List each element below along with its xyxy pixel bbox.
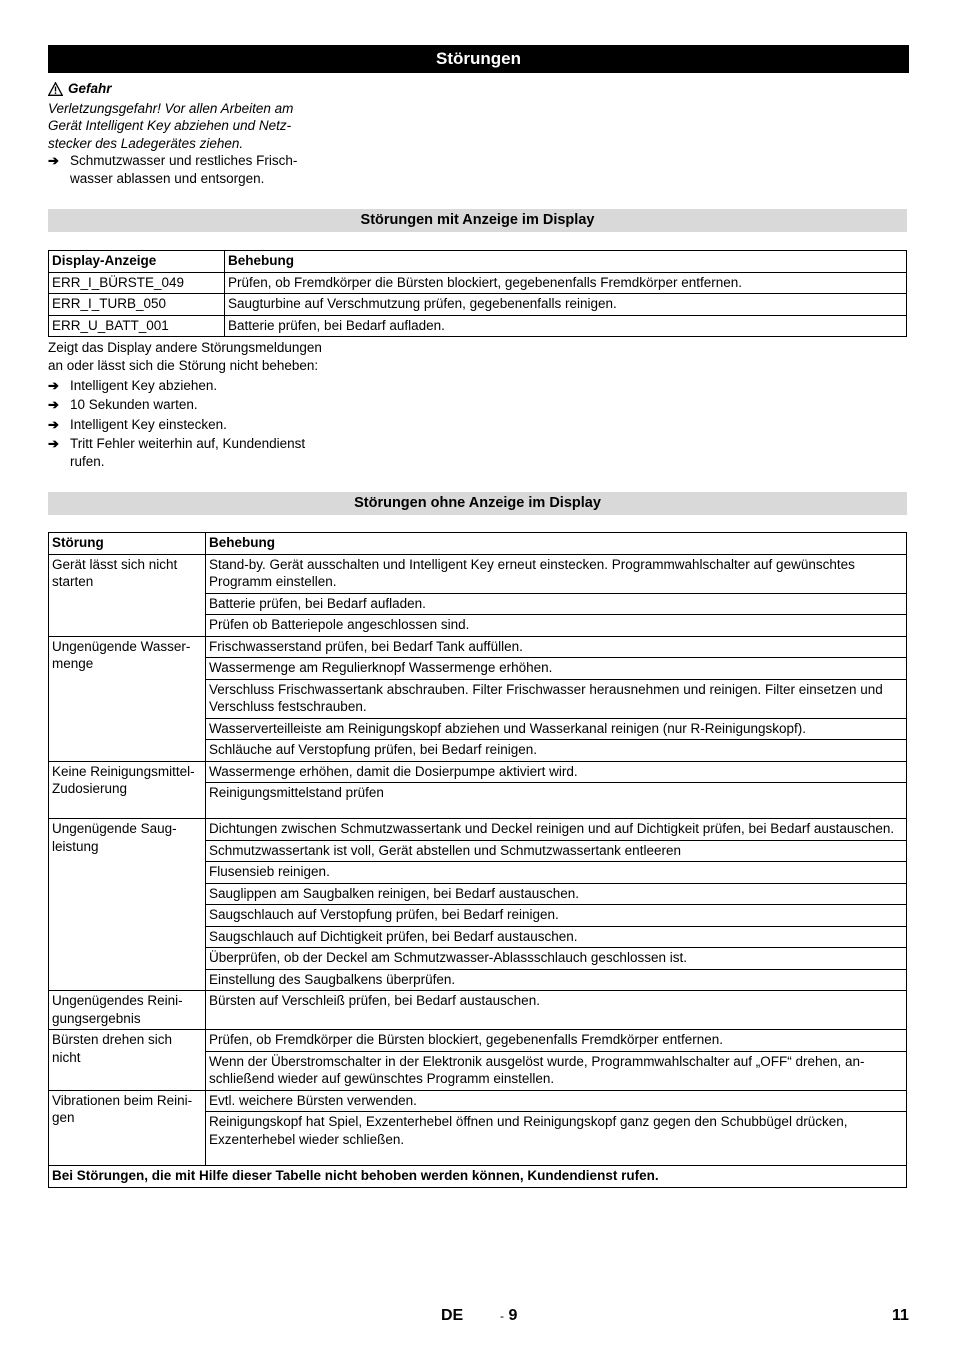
column-header: Störung <box>49 533 206 555</box>
remedy-cell: Frischwasserstand prüfen, bei Bedarf Tank auffüllen. <box>206 636 907 658</box>
remedy-cell: Prüfen, ob Fremdkörper die Bürsten blockiert, gegebenenfalls Fremdkörper entfernen. <box>225 272 907 294</box>
remedy-cell: Überprüfen, ob der Deckel am Schmutzwasser-Ablassschlauch geschlossen ist. <box>206 948 907 970</box>
arrow-right-icon: ➔ <box>48 377 59 393</box>
intro-text: Zeigt das Display andere Störungsmeldungen an oder lässt sich die Störung nicht beheben: <box>48 340 322 373</box>
fault-table <box>48 532 907 1188</box>
column-header: Behebung <box>206 533 907 555</box>
remedy-cell: Flusensieb reinigen. <box>206 862 907 884</box>
table-row <box>49 1030 907 1052</box>
table-row <box>49 991 907 1030</box>
remedy-cell: Reinigungskopf hat Spiel, Exzenterhebel öffnen und Reinigungskopf ganz gegen den Schubbügel drücken, Exzenterhebel wieder schließen. <box>206 1112 907 1166</box>
remedy-cell: Evtl. weichere Bürsten verwenden. <box>206 1090 907 1112</box>
arrow-right-icon: ➔ <box>48 397 59 412</box>
remedy-cell: Verschluss Frischwassertank abschrauben. Filter Frischwasser herausnehmen und reinigen. Filter einsetzen und Verschluss festschrauben. <box>206 679 907 718</box>
column-header: Behebung <box>225 251 907 273</box>
table-row <box>49 761 907 783</box>
other-errors-instructions <box>48 339 328 471</box>
section-heading-display: Störungen mit Anzeige im Display <box>48 209 907 232</box>
arrow-right-icon: ➔ <box>48 416 59 432</box>
instruction-step: ➔ 10 Sekunden warten. <box>48 397 198 412</box>
remedy-cell: Wassermenge am Regulierknopf Wassermenge erhöhen. <box>206 658 907 680</box>
warning-triangle-icon <box>48 82 63 96</box>
fault-cell: Bürsten drehen sich nicht <box>49 1030 206 1091</box>
remedy-cell: Prüfen ob Batteriepole angeschlossen sind. <box>206 615 907 637</box>
remedy-cell: Einstellung des Saugbalkens überprüfen. <box>206 969 907 991</box>
instruction-step: ➔ Intelligent Key abziehen. <box>48 377 218 393</box>
remedy-cell: Schläuche auf Verstopfung prüfen, bei Bedarf reinigen. <box>206 740 907 762</box>
instruction-step: ➔ Tritt Fehler weiterhin auf, Kundendienst rufen. <box>48 436 306 469</box>
danger-heading: Gefahr <box>68 81 112 96</box>
error-code: ERR_I_BÜRSTE_049 <box>49 272 225 294</box>
remedy-cell: Dichtungen zwischen Schmutzwassertank und Deckel reinigen und auf Dichtigkeit prüfen, bei Bedarf austauschen. <box>206 819 907 841</box>
fault-cell: Vibrationen beim Reinigen <box>49 1090 206 1166</box>
fault-cell: Keine Reinigungsmittel-Zudosierung <box>49 761 206 819</box>
table-header-row <box>49 533 907 555</box>
remedy-cell: Bürsten auf Verschleiß prüfen, bei Bedarf austauschen. <box>206 991 907 1030</box>
remedy-cell: Saugschlauch auf Verstopfung prüfen, bei Bedarf reinigen. <box>206 905 907 927</box>
page-number: 11 <box>892 1307 909 1324</box>
display-error-table <box>48 250 907 337</box>
remedy-cell: Wassermenge erhöhen, damit die Dosierpumpe aktiviert wird. <box>206 761 907 783</box>
danger-step: ➔ Schmutzwasser und restliches Frischwasser ablassen und entsorgen. <box>48 153 298 186</box>
section-heading-no-display: Störungen ohne Anzeige im Display <box>48 492 907 515</box>
table-row <box>49 1090 907 1112</box>
fault-cell: Ungenügende Wassermenge <box>49 636 206 761</box>
remedy-cell: Schmutzwassertank ist voll, Gerät abstellen und Schmutzwassertank entleeren <box>206 840 907 862</box>
remedy-cell: Batterie prüfen, bei Bedarf aufladen. <box>206 593 907 615</box>
table-row <box>49 819 907 841</box>
fault-cell: Gerät lässt sich nicht starten <box>49 554 206 636</box>
footer-note: Bei Störungen, die mit Hilfe dieser Tabelle nicht behoben werden können, Kundendienst rufen. <box>49 1166 907 1188</box>
remedy-cell: Prüfen, ob Fremdkörper die Bürsten blockiert, gegebenenfalls Fremdkörper entfernen. <box>206 1030 907 1052</box>
table-header-row <box>49 251 907 273</box>
table-row <box>49 315 907 337</box>
table-row <box>49 636 907 658</box>
fault-cell: Ungenügende Saugleistung <box>49 819 206 991</box>
error-code: ERR_I_TURB_050 <box>49 294 225 316</box>
danger-text: Verletzungsgefahr! Vor allen Arbeiten am Gerät Intelligent Key abziehen und Netzstecker des Ladegerätes ziehen. <box>48 100 294 151</box>
arrow-right-icon: ➔ <box>48 153 59 168</box>
danger-notice <box>48 80 323 187</box>
table-row <box>49 272 907 294</box>
table-row <box>49 294 907 316</box>
remedy-cell: Batterie prüfen, bei Bedarf aufladen. <box>225 315 907 337</box>
page-title: Störungen <box>48 45 909 73</box>
page-language: DE <box>441 1307 464 1324</box>
remedy-cell: Saugturbine auf Verschmutzung prüfen, gegebenenfalls reinigen. <box>225 294 907 316</box>
table-footer-row <box>49 1166 907 1188</box>
remedy-cell: Reinigungsmittelstand prüfen <box>206 783 907 819</box>
remedy-cell: Wasserverteilleiste am Reinigungskopf abziehen und Wasserkanal reinigen (nur R-Reinigungskopf). <box>206 718 907 740</box>
remedy-cell: Wenn der Überstromschalter in der Elektronik ausgelöst wurde, Programmwahlschalter auf „OFF“ drehen, anschließend wieder auf gewünschtes Programm einstellen. <box>206 1051 907 1090</box>
error-code: ERR_U_BATT_001 <box>49 315 225 337</box>
column-header: Display-Anzeige <box>49 251 225 273</box>
remedy-cell: Stand-by. Gerät ausschalten und Intelligent Key erneut einstecken. Programmwahlschalter auf gewünschtes Programm einstellen. <box>206 554 907 593</box>
fault-cell: Ungenügendes Reinigungsergebnis <box>49 991 206 1030</box>
instruction-step: ➔ Intelligent Key einstecken. <box>48 416 227 432</box>
page-subnumber: - 9 <box>500 1307 518 1324</box>
arrow-right-icon: ➔ <box>48 436 59 451</box>
remedy-cell: Sauglippen am Saugbalken reinigen, bei Bedarf austauschen. <box>206 883 907 905</box>
remedy-cell: Saugschlauch auf Dichtigkeit prüfen, bei Bedarf austauschen. <box>206 926 907 948</box>
table-row <box>49 554 907 593</box>
